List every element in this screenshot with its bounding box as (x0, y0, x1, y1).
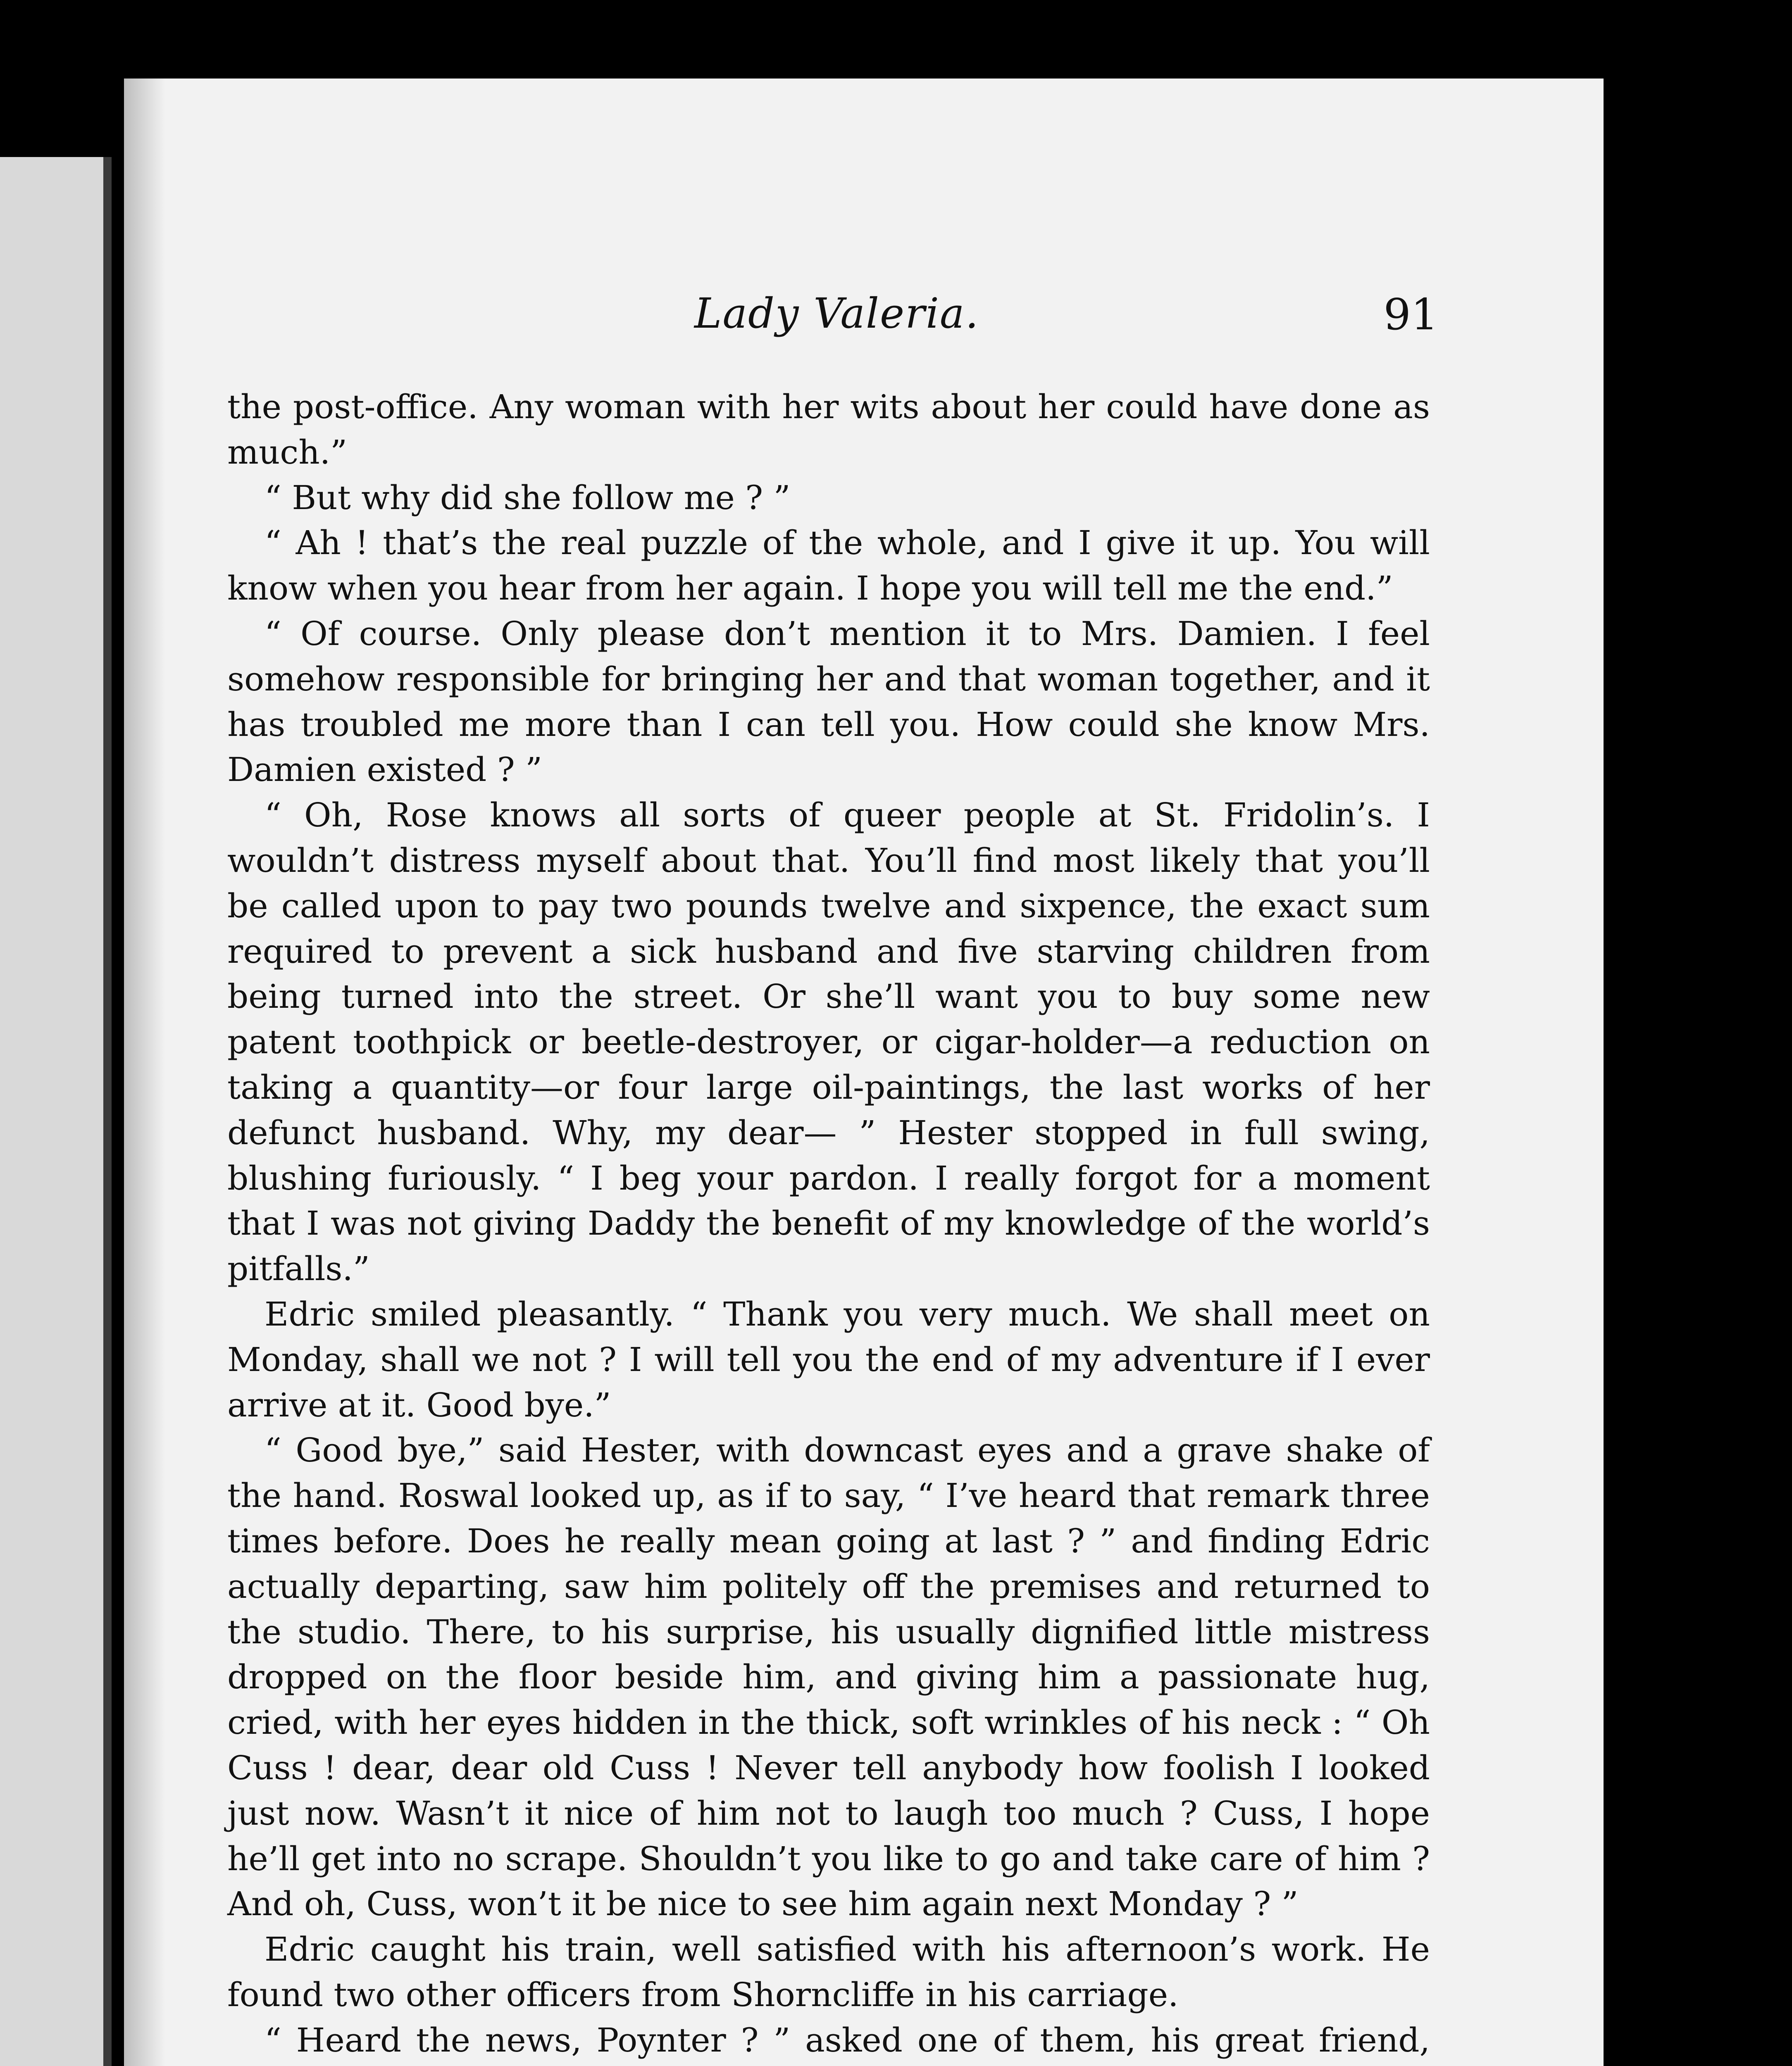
paragraph: “ Heard the news, Poynter ? ” asked one of them, his great friend, (265, 2021, 1430, 2059)
right-page (124, 79, 1604, 2066)
page-number: 91 (1383, 289, 1438, 340)
page-header (124, 289, 1604, 355)
paragraph: “ Ah ! that’s the real puzzle of the whole, and I give it up. You will know when you hear from her again. I hope you will tell me the end.” (227, 524, 1430, 608)
running-head: Lady Valeria. (694, 289, 979, 338)
paragraph: Edric smiled pleasantly. “ Thank you very much. We shall meet on Monday, shall we not ? I will tell you the end of my adventure if I ever arrive at it. Good bye.” (227, 1295, 1430, 1424)
gutter-shadow (124, 79, 165, 2066)
paragraph: Edric caught his train, well satisfied with his afternoon’s work. He found two other officers from Shorncliffe in his carriage. (227, 1930, 1430, 2014)
paragraph: the post-office. Any woman with her wits about her could have done as much.” (227, 388, 1430, 471)
paragraph: “ Oh, Rose knows all sorts of queer people at St. Fridolin’s. I wouldn’t distress myself about that. You’ll find most likely that you’ll be called upon to pay two pounds twelve and sixpence, the exact sum required to prevent a sick husband and five starving children from being turned into the street. Or she’ll want you to buy some new patent toothpick or beetle-destroyer, or cigar-holder—a reduction on taking a quantity—or four large oil-paintings, the last works of her defunct husband. Why, my dear— ” Hester stopped in full swing, blushing furiously. “ I beg your pardon. I really forgot for a moment that I was not giving Daddy the benefit of my knowledge of the world’s pitfalls.” (227, 796, 1430, 1288)
paragraph: “ Of course. Only please don’t mention it to Mrs. Damien. I feel somehow responsible for bringing her and that woman together, and it has troubled me more than I can tell you. How could she know Mrs. Damien existed ? ” (227, 614, 1430, 789)
paragraph: “ Good bye,” said Hester, with downcast eyes and a grave shake of the hand. Roswal looked up, as if to say, “ I’ve heard that remark three times before. Does he really mean going at last ? ” and finding Edric actually departing, saw him politely off the premises and returned to the studio. There, to his surprise, his usually dignified little mistress dropped on the floor beside him, and giving him a passionate hug, cried, with her eyes hidden in the thick, soft wrinkles of his neck : “ Oh Cuss ! dear, dear old Cuss ! Never tell anybody how foolish I looked just now. Wasn’t it nice of him not to laugh too much ? Cuss, I hope he’ll get into no scrape. Shouldn’t you like to go and take care of him ? And oh, Cuss, won’t it be nice to see him again next Monday ? ” (227, 1431, 1430, 1923)
body-text (227, 384, 1430, 2066)
paragraph: “ But why did she follow me ? ” (265, 478, 791, 517)
left-page-edge (0, 157, 112, 2066)
